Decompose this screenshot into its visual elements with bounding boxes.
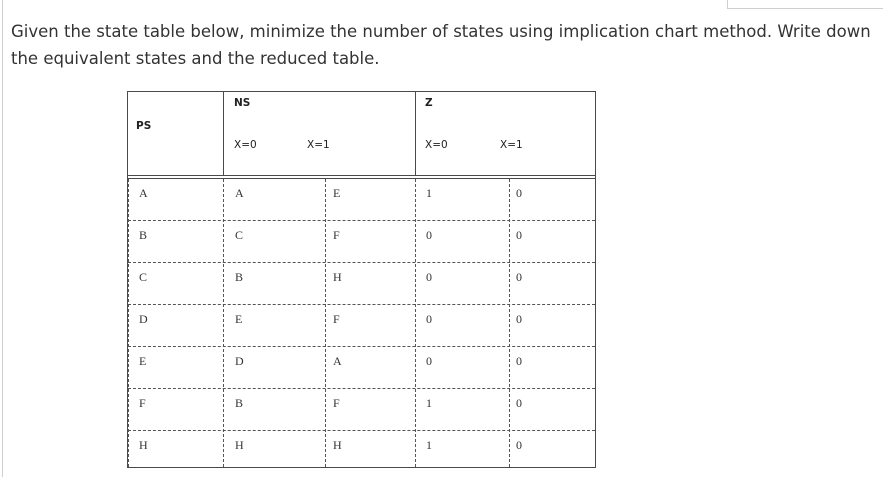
cell-z-x0: 0 [426, 228, 432, 242]
cell-ps: D [139, 312, 148, 326]
cell-ps: E [139, 354, 147, 368]
cell-ps: A [139, 186, 148, 200]
table-row [128, 221, 595, 263]
cell-z-x1: 0 [516, 396, 522, 410]
cell-z-x1: 0 [516, 186, 522, 200]
header-ns-x1: X=1 [307, 139, 330, 151]
cell-ns-x1: F [333, 228, 340, 242]
cell-z-x1: 0 [516, 228, 522, 242]
cell-z-x1: 0 [516, 312, 522, 326]
question-text: Given the state table below, minimize the number of states using implication chart method. Write down the equivalent states and the reduced table. [11, 22, 871, 68]
cell-ns-x1: E [333, 186, 341, 200]
left-border-rule [2, 0, 3, 477]
cell-z-x0: 1 [426, 396, 432, 410]
cell-ns-x0: B [235, 270, 244, 284]
table-row [128, 389, 595, 431]
header-z-x0: X=0 [425, 139, 448, 151]
table-row [128, 347, 595, 389]
header-divider [415, 92, 416, 175]
header-ns: NS [234, 97, 251, 109]
cell-z-x0: 0 [426, 354, 432, 368]
cell-ns-x0: D [235, 354, 244, 368]
table-row [128, 263, 595, 305]
cell-z-x0: 1 [426, 186, 432, 200]
state-table [127, 91, 596, 468]
cell-ns-x1: H [333, 270, 342, 284]
cell-ps: B [139, 228, 148, 242]
cell-ps: F [139, 396, 146, 410]
cell-ns-x0: C [235, 228, 244, 242]
cell-z-x1: 0 [516, 354, 522, 368]
cell-ns-x1: F [333, 396, 340, 410]
cell-z-x1: 0 [516, 438, 522, 452]
header-divider [223, 92, 224, 175]
cell-z-x0: 1 [426, 438, 432, 452]
cell-ns-x0: A [235, 186, 244, 200]
cell-ns-x0: H [235, 438, 244, 452]
cell-ps: C [139, 270, 148, 284]
table-body [128, 179, 595, 473]
table-row [128, 179, 595, 221]
table-row [128, 431, 595, 473]
header-z-x1: X=1 [500, 139, 523, 151]
cell-ns-x0: B [235, 396, 244, 410]
cell-z-x0: 0 [426, 312, 432, 326]
table-row [128, 305, 595, 347]
header-ns-x0: X=0 [234, 139, 257, 151]
header-ps: PS [136, 120, 152, 132]
table-header [128, 92, 595, 176]
cell-z-x1: 0 [516, 270, 522, 284]
cell-ns-x1: A [333, 354, 342, 368]
cell-z-x0: 0 [426, 270, 432, 284]
top-right-input-box[interactable] [727, 0, 883, 9]
cell-ns-x0: E [235, 312, 243, 326]
cell-ns-x1: H [333, 438, 342, 452]
cell-ps: H [139, 438, 148, 452]
cell-ns-x1: F [333, 312, 340, 326]
header-z: Z [425, 97, 433, 109]
